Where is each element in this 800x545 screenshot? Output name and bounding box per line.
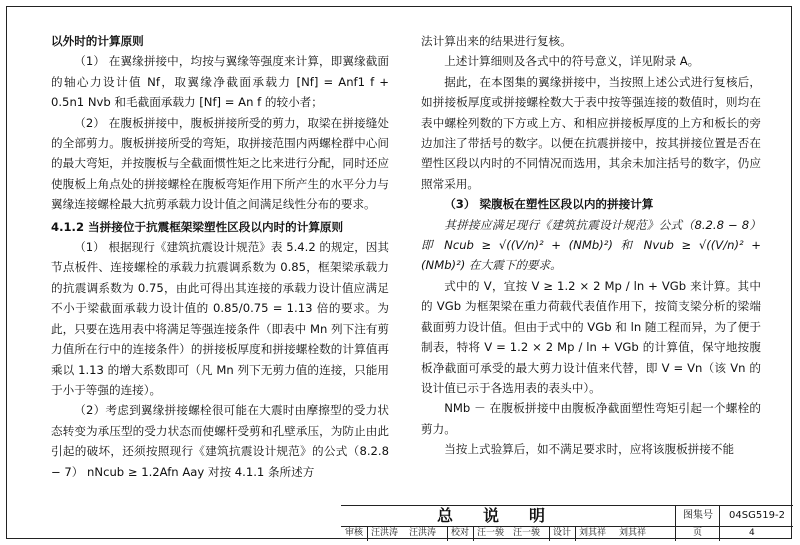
drawing-frame (6, 6, 792, 539)
right-column (421, 31, 761, 460)
paragraph-recheck: 法计算出来的结果进行复核。 (421, 34, 572, 48)
signature-row (341, 526, 793, 541)
review-label: 审核 (345, 528, 364, 538)
page-label: 页 (693, 528, 703, 538)
paragraph-web-formula: 其拼接应满足现行《建筑抗震设计规范》公式（8.2.8 − 8）即 Ncub ≥ √((V/n)² + (NMb)²) 和 Nvub ≥ √((V/n)² + (NMb)²) 在大震下的要求。 (421, 217, 761, 273)
section-heading: 以外时的计算原则 (51, 34, 144, 48)
page-number: 4 (749, 528, 755, 538)
paragraph-bolt-check: （2）考虑到翼缘拼接螺栓很可能在大震时由摩擦型的受力状态转变为承压型的受力状态而使螺杆受剪和孔壁承压，为防止由此引起的破坏，还须按照现行《建筑抗震设计规范》的公式（8.2.8 − 7） nNcub ≥ 1.2Afn Aay 对按 4.1.1 条所述方 (51, 403, 389, 479)
review-name: 汪洪涛 (371, 528, 399, 538)
check-name: 汪一骏 (477, 528, 505, 538)
design-signature: 刘其祥 (619, 528, 647, 538)
atlas-number-label: 图集号 (675, 506, 720, 526)
design-label: 设计 (553, 528, 572, 538)
paragraph-web-splice: （2） 在腹板拼接中，腹板拼接所受的剪力，取梁在拼接缝处的全部剪力。腹板拼接所受的弯矩，取拼接范围内两螺栓群中心间的最大弯矩，并按腹板与全截面惯性矩之比来进行分配，同时还应使腹板上角点处的拼接螺栓在腹板弯矩作用下所产生的水平分力与翼缘连接螺栓最大抗剪承载力设计值之间满足线性分布的要求。 (51, 115, 389, 212)
review-signature: 汪洪涛 (409, 528, 437, 538)
design-name: 刘其祥 (579, 528, 607, 538)
paragraph-not-satisfied: 当按上式验算后，如不满足要求时，应将该腹板拼接不能 (444, 442, 735, 457)
paragraph-flange-splice: （1） 在翼缘拼接中，均按与翼缘等强度来计算，即翼缘截面的轴心力设计值 Nf，取翼缘净截面承载力 [Nf] = Anf1 f + 0.5n1 Nvb 和毛截面承载力 [Nf] = An f 的较小者； (51, 54, 389, 110)
atlas-number-value: 04SG519-2 (719, 506, 794, 526)
paragraph-nmb-definition: NMb － 在腹板拼接中由腹板净截面塑性弯矩引起一个螺栓的剪力。 (421, 401, 761, 436)
section-3-heading: （3） 梁腹板在塑性区段以内的拼接计算 (444, 197, 654, 212)
drawing-title: 总说明 (436, 506, 575, 525)
check-signature: 汪一骏 (513, 528, 541, 538)
paragraph-appendix-ref: 上述计算细则及各式中的符号意义，详见附录 A。 (444, 54, 700, 69)
check-label: 校对 (451, 528, 470, 538)
paragraph-bracket-numbers: 据此，在本图集的翼缘拼接中，当按照上述公式进行复核后，如拼接板厚度或拼接螺栓数大于表中按等强连接的数值时，则均在表中螺栓列数的下方或上方、和相应拼接板厚度的上方和板长的旁边加注了带括号的数字。以便在抗震拼接中，按其拼接位置是否在塑性区段以内时的不同情况而选用，其余未加注括号的数字，仍应照常采用。 (421, 74, 761, 191)
left-column (51, 31, 389, 482)
title-block (341, 505, 793, 540)
paragraph-shear-v: 式中的 V，宜按 V ≥ 1.2 × 2 Mp / ln + VGb 来计算。其中的 VGb 为框架梁在重力荷载代表值作用下，按简支梁分析的梁端截面剪力设计值。但由于式中的 VGb 和 ln 随工程而异，为了便于制表，特将 V = 1.2 × 2 Mp / ln + VGb 的计算值，保守地按腹板净截面可承受的最大剪力设计值来代替，即 V = Vn（该 Vn 的设计值已示于各选用表的表头中）。 (421, 278, 761, 395)
paragraph-seismic-factor: （1） 根据现行《建筑抗震设计规范》表 5.4.2 的规定，因其节点板件、连接螺栓的承载力抗震调系数为 0.85，框架梁承载力的抗震调系数为 0.75，由此可得出其连接的承载力设计值应满足不小于梁截面承载力设计值的 0.85/0.75 = 1.13 倍的要求。为此，只要在选用表中将满足等强连接条件（即表中 Mn 列下注有剪力值所在行中的连接条件）的拼接板厚度和拼接螺栓数的计算值再乘以 1.13 的增大系数即可（凡 Mn 列下无剪力值的连接，只能用于小于等强的连接）。 (51, 240, 389, 397)
section-4-1-2-heading: 4.1.2 当拼接位于抗震框架梁塑性区段以内时的计算原则 (51, 219, 344, 234)
